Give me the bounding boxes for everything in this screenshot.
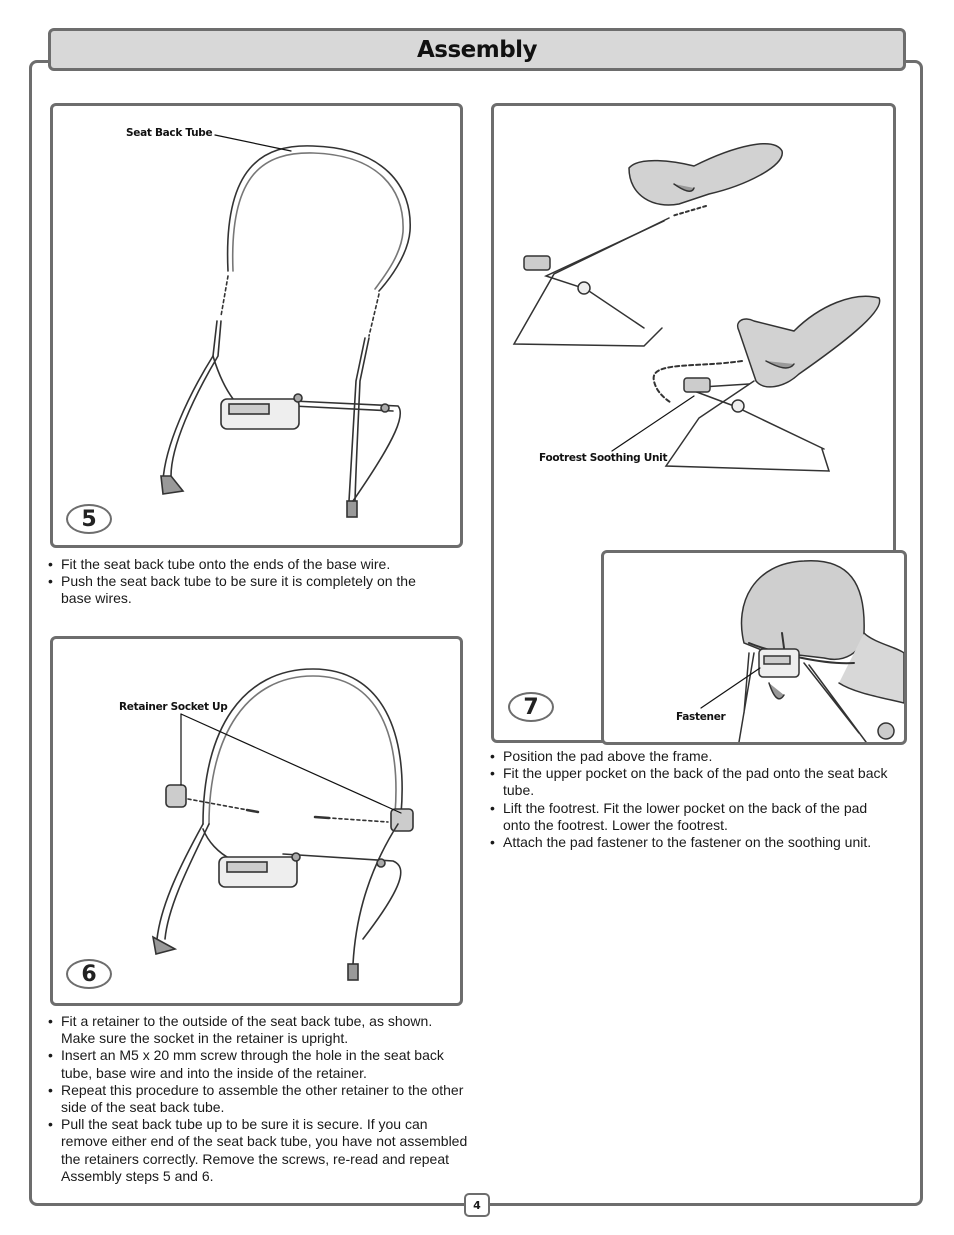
page-number: 4 xyxy=(464,1193,490,1217)
list-item: • Repeat this procedure to assemble the other retainer to the other side of the seat back tube. xyxy=(48,1082,468,1116)
list-item: • Lift the footrest. Fit the lower pocket on the back of the pad onto the footrest. Lower the footrest. xyxy=(490,800,890,834)
list-item: • Fit a retainer to the outside of the seat back tube, as shown. Make sure the socket in the retainer is upright. xyxy=(48,1013,468,1047)
list-item: • Fit the upper pocket on the back of the pad onto the seat back tube. xyxy=(490,765,890,799)
list-item: • Position the pad above the frame. xyxy=(490,748,890,765)
list-item: • Insert an M5 x 20 mm screw through the hole in the seat back tube, base wire and into the inside of the retainer. xyxy=(48,1047,468,1081)
step6-instructions xyxy=(48,1013,468,1185)
list-item: • Fit the seat back tube onto the ends of the base wire. xyxy=(48,556,448,573)
list-item: • Pull the seat back tube up to be sure it is secure. If you can remove either end of the seat back tube, you have not assembled the retainers correctly. Remove the screws, re-read and repeat Assembly steps 5 and 6. xyxy=(48,1116,468,1185)
list-item: • Push the seat back tube to be sure it is completely on the base wires. xyxy=(48,573,448,607)
step7-inset-fastener xyxy=(601,550,907,745)
callout-retainer-socket-up: Retainer Socket Up xyxy=(119,701,228,713)
step7-instructions xyxy=(490,748,890,851)
fastener-detail-drawing xyxy=(604,553,904,742)
step-number-badge: 5 xyxy=(66,504,112,534)
step-number-badge: 6 xyxy=(66,959,112,989)
title-bar xyxy=(48,28,906,71)
step5-frame-drawing xyxy=(53,106,460,545)
step5-instructions xyxy=(48,556,448,608)
step-number-badge: 7 xyxy=(508,692,554,722)
step5-illustration xyxy=(50,103,463,548)
callout-seat-back-tube: Seat Back Tube xyxy=(126,127,213,139)
callout-footrest-soothing-unit: Footrest Soothing Unit xyxy=(539,452,668,464)
page-title: Assembly xyxy=(416,36,538,63)
list-item: • Attach the pad fastener to the fastener on the soothing unit. xyxy=(490,834,890,851)
step6-illustration xyxy=(50,636,463,1006)
step6-frame-drawing xyxy=(53,639,460,1003)
callout-fastener: Fastener xyxy=(676,711,726,723)
